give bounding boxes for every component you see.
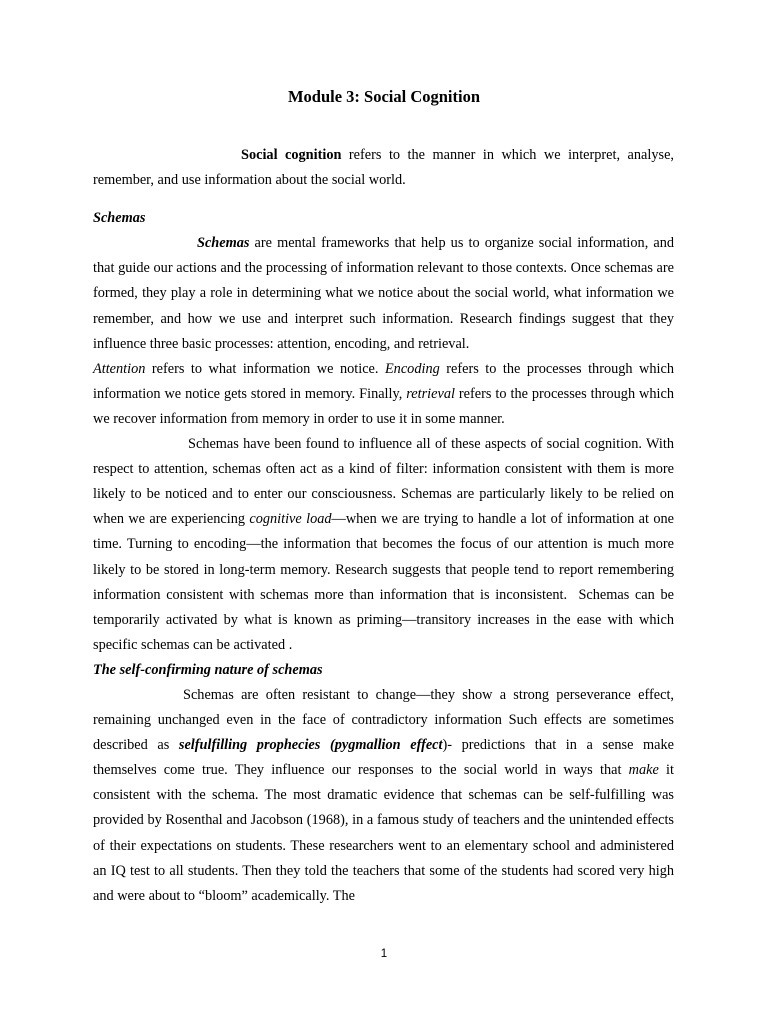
schemas-paragraph-2 — [93, 357, 674, 432]
intro-text: refers to the manner in which we interpret, analyse, remember, and use information about the social world. — [93, 147, 675, 189]
schemas-p2-text-b: refers to the processes through which information we notice gets stored in memory. Finally, — [93, 360, 674, 402]
document-body — [93, 143, 674, 909]
term-schemas: Schemas — [197, 235, 250, 252]
self-confirming-text-b: )- predictions that in a sense make themselves come true. They influence our responses to the social world in ways that — [93, 737, 674, 779]
intro-paragraph — [93, 143, 674, 193]
schemas-paragraph-1 — [93, 231, 674, 356]
page-number: 1 — [380, 948, 388, 960]
term-social-cognition: Social cognition — [241, 147, 342, 163]
section-heading-schemas: Schemas — [93, 210, 146, 227]
term-cognitive-load: cognitive load — [249, 511, 332, 528]
self-confirming-paragraph — [93, 683, 674, 909]
schemas-p2-text-a: refers to what information we notice. — [145, 360, 385, 377]
term-self-fulfilling-prophecies: selfulfilling prophecies (pygmallion effect — [178, 737, 443, 754]
schemas-p2-text-c: refers to the processes through which we recover information from memory in order to use it in some manner. — [93, 385, 674, 427]
term-attention: Attention — [93, 360, 146, 377]
schemas-paragraph-3 — [93, 432, 674, 658]
term-make: make — [628, 762, 659, 779]
self-confirming-text-c: it consistent with the schema. The most dramatic evidence that schemas can be self-fulfilling was provided by Rosenthal and Jacobson (1968), in a famous study of teachers and the unintended effects of their expectations on students. These researchers went to an elementary school and administered an IQ test to all students. Then they told the teachers that some of the students had scored very high and were about to “bloom” academically. The — [93, 762, 674, 904]
schemas-p3-text-a: Schemas have been found to influence all of these aspects of social cognition. With respect to attention, schemas often act as a kind of filter: information consistent with them is more likely to be noticed and to enter our consciousness. Schemas are particularly likely to be relied on when we are experiencing — [93, 436, 674, 528]
document-title: Module 3: Social Cognition — [287, 87, 481, 106]
term-encoding: Encoding — [384, 360, 440, 377]
self-confirming-text-a: Schemas are often resistant to change—they show a strong perseverance effect, remaining unchanged even in the face of contradictory information Such effects are sometimes described as — [93, 686, 674, 754]
schemas-p1-text: are mental frameworks that help us to organize social information, and that guide our actions and the processing of information relevant to those contexts. Once schemas are formed, they play a role in determining what we notice about the social world, what information we remember, and how we use and interpret such information. Research findings suggest that they influence three basic processes: attention, encoding, and retrieval. — [93, 235, 674, 352]
term-retrieval: retrieval — [406, 385, 455, 402]
schemas-p3-text-b: —when we are trying to handle a lot of information at one time. Turning to encoding—the information that becomes the focus of our attention is much more likely to be stored in long-term memory. Research suggests that people tend to report remembering information consistent with schemas more than information that is inconsistent. Schemas can be temporarily activated by what is known as priming—transitory increases in the ease with which specific schemas can be activated . — [93, 511, 674, 653]
section-heading-self-confirming: The self-confirming nature of schemas — [93, 661, 323, 678]
